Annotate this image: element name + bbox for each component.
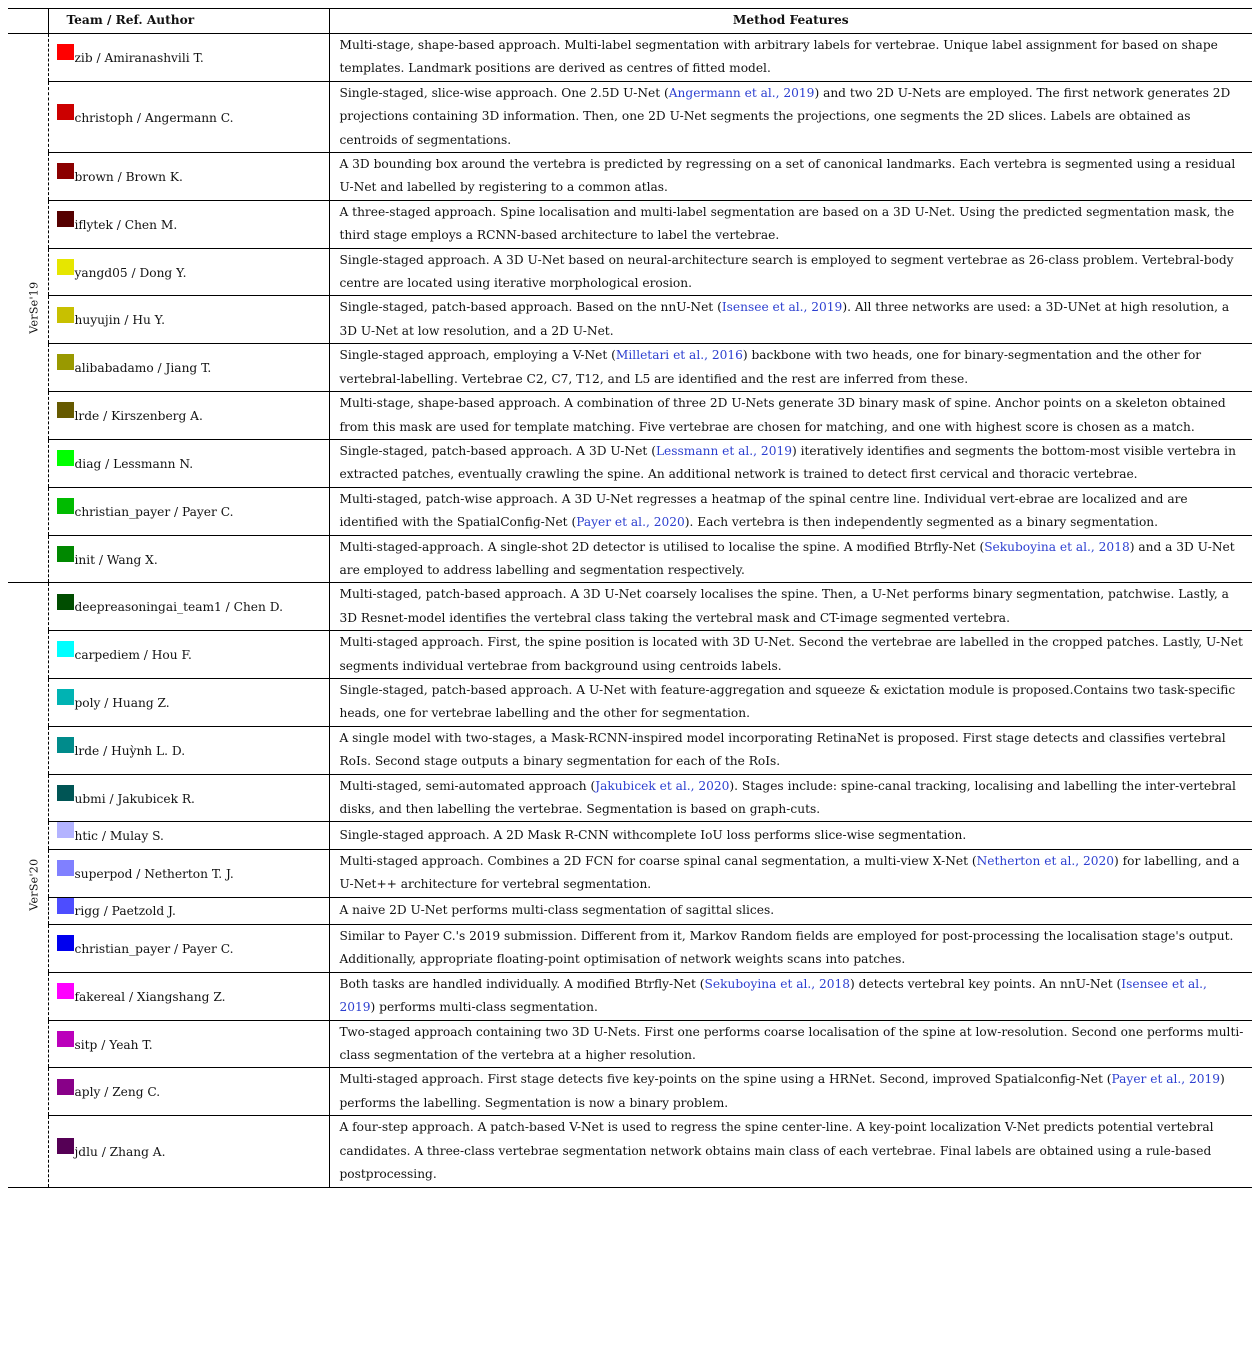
header-team: Team / Ref. Author	[48, 9, 329, 34]
team-name: diag / Lessmann N.	[74, 456, 194, 471]
color-swatch	[57, 211, 74, 227]
method-description: A 3D bounding box around the vertebra is predicted by regressing on a set of canonical landmarks. Each vertebra is segmented using a residual U-Net and labelled by registering to a common atlas.	[329, 153, 1252, 201]
team-name: rigg / Paetzold J.	[74, 904, 176, 919]
method-description: A four-step approach. A patch-based V-Net is used to regress the spine center-line. A key-point localization V-Net predicts potential vertebral candidates. A three-class vertebrae segmentation network obtains main class of each vertebrae. Final labels are obtained using a rule-based postprocessing.	[329, 1116, 1252, 1187]
method-description: Single-staged approach. A 3D U-Net based on neural-architecture search is employed to segment vertebrae as 26-class problem. Vertebral-body centre are located using iterative morphological erosion.	[329, 248, 1252, 296]
team-cell	[48, 849, 329, 897]
team-cell	[48, 153, 329, 201]
methods-table	[8, 8, 1252, 1188]
citation-link[interactable]: Isensee et al., 2019	[721, 300, 843, 315]
method-description: Multi-staged-approach. A single-shot 2D detector is utilised to localise the spine. A modified Btrfly-Net (Sekuboyina et al., 2018) and a 3D U-Net are employed to address labelling and segmentation respectively.	[329, 535, 1252, 583]
method-description: Single-staged, slice-wise approach. One 2.5D U-Net (Angermann et al., 2019) and two 2D U-Nets are employed. The first network generates 2D projections containing 3D information. Then, one 2D U-Net segments the projections, one segments the 2D slices. Labels are obtained as centroids of segmentations.	[329, 81, 1252, 152]
method-description: Multi-staged, patch-based approach. A 3D U-Net coarsely localises the spine. Then, a U-Net performs binary segmentation, patchwise. Lastly, a 3D Resnet-model identifies the vertebral class taking the vertebral mask and CT-image segmented vertebra.	[329, 583, 1252, 631]
color-swatch	[57, 641, 74, 657]
table-row	[8, 392, 1252, 440]
method-description: A single model with two-stages, a Mask-RCNN-inspired model incorporating RetinaNet is proposed. First stage detects and classifies vertebral RoIs. Second stage outputs a binary segmentation for each of the RoIs.	[329, 726, 1252, 774]
method-description: Single-staged, patch-based approach. A 3D U-Net (Lessmann et al., 2019) iteratively identifies and segments the bottom-most visible vertebra in extracted patches, eventually crawling the spine. An additional network is trained to detect first cervical and thoracic vertebrae.	[329, 439, 1252, 487]
table-row	[8, 631, 1252, 679]
color-swatch	[57, 104, 74, 120]
team-cell	[48, 535, 329, 583]
citation-link[interactable]: Payer et al., 2019	[1111, 1072, 1221, 1087]
color-swatch	[57, 498, 74, 514]
method-description: Single-staged, patch-based approach. A U-Net with feature-aggregation and squeeze & exictation module is proposed.Contains two task-specific heads, one for vertebrae labelling and the other for segmentation.	[329, 678, 1252, 726]
citation-link[interactable]: Payer et al., 2020	[576, 515, 685, 530]
team-cell	[48, 972, 329, 1020]
table-row	[8, 1116, 1252, 1187]
method-description: Similar to Payer C.'s 2019 submission. Different from it, Markov Random fields are employed for post-processing the localisation stage's output. Additionally, appropriate floating-point optimisation of network weights scans into patches.	[329, 925, 1252, 973]
team-cell	[48, 774, 329, 822]
team-cell	[48, 344, 329, 392]
group-label-cell	[8, 583, 48, 1187]
table-body	[8, 34, 1252, 1188]
team-cell	[48, 726, 329, 774]
citation-link[interactable]: Lessmann et al., 2019	[655, 443, 792, 458]
team-cell	[48, 248, 329, 296]
color-swatch	[57, 307, 74, 323]
method-description: A naive 2D U-Net performs multi-class segmentation of sagittal slices.	[329, 897, 1252, 924]
team-cell	[48, 439, 329, 487]
team-name: sitp / Yeah T.	[74, 1037, 153, 1052]
color-swatch	[57, 1031, 74, 1047]
team-cell	[48, 81, 329, 152]
table-row	[8, 153, 1252, 201]
citation-link[interactable]: Netherton et al., 2020	[976, 853, 1115, 868]
table-row	[8, 1020, 1252, 1068]
team-name: init / Wang X.	[74, 552, 158, 567]
citation-link[interactable]: Sekuboyina et al., 2018	[704, 976, 851, 991]
color-swatch	[57, 402, 74, 418]
method-description: Single-staged, patch-based approach. Based on the nnU-Net (Isensee et al., 2019). All three networks are used: a 3D-UNet at high resolution, a 3D U-Net at low resolution, and a 2D U-Net.	[329, 296, 1252, 344]
color-swatch	[57, 822, 74, 838]
color-swatch	[57, 737, 74, 753]
team-name: htic / Mulay S.	[74, 829, 164, 844]
team-cell	[48, 897, 329, 924]
team-name: huyujin / Hu Y.	[74, 313, 166, 328]
team-cell	[48, 487, 329, 535]
team-name: deepreasoningai_team1 / Chen D.	[74, 600, 283, 615]
group-label-cell	[8, 34, 48, 583]
team-cell	[48, 1020, 329, 1068]
table-header-row	[8, 9, 1252, 34]
method-description: Multi-staged approach. First stage detects five key-points on the spine using a HRNet. Second, improved Spatialconfig-Net (Payer et al., 2019) performs the labelling. Segmentation is now a binary problem.	[329, 1068, 1252, 1116]
color-swatch	[57, 1138, 74, 1154]
color-swatch	[57, 860, 74, 876]
team-name: fakereal / Xiangshang Z.	[74, 989, 226, 1004]
color-swatch	[57, 450, 74, 466]
team-name: lrde / Kirszenberg A.	[74, 409, 203, 424]
team-name: alibabadamo / Jiang T.	[74, 361, 212, 376]
table-row	[8, 535, 1252, 583]
team-name: aply / Zeng C.	[74, 1085, 161, 1100]
color-swatch	[57, 163, 74, 179]
team-cell	[48, 296, 329, 344]
color-swatch	[57, 689, 74, 705]
header-method-features: Method Features	[329, 9, 1252, 34]
color-swatch	[57, 259, 74, 275]
method-description: Multi-staged, semi-automated approach (Jakubicek et al., 2020). Stages include: spine-canal tracking, localising and labelling the inter-vertebral disks, and then labelling the vertebrae. Segmentation is based on graph-cuts.	[329, 774, 1252, 822]
table-row	[8, 925, 1252, 973]
methods-table-container	[8, 8, 1252, 1188]
color-swatch	[57, 983, 74, 999]
table-row	[8, 897, 1252, 924]
table-row	[8, 296, 1252, 344]
table-row	[8, 822, 1252, 849]
header-year-cell	[8, 9, 48, 34]
team-name: superpod / Netherton T. J.	[74, 866, 234, 881]
team-name: lrde / Huỳnh L. D.	[74, 743, 186, 758]
table-row	[8, 200, 1252, 248]
table-row	[8, 34, 1252, 82]
team-name: zib / Amiranashvili T.	[74, 51, 204, 65]
table-row	[8, 1068, 1252, 1116]
citation-link[interactable]: Milletari et al., 2016	[615, 348, 743, 363]
table-row	[8, 972, 1252, 1020]
method-description: Multi-staged, patch-wise approach. A 3D U-Net regresses a heatmap of the spinal centre line. Individual vert-ebrae are localized and are identified with the SpatialConfig-Net (Payer et al., 2020). Each vertebra is then independently segmented as a binary segmentation.	[329, 487, 1252, 535]
color-swatch	[57, 785, 74, 801]
team-cell	[48, 34, 329, 82]
method-description: Both tasks are handled individually. A modified Btrfly-Net (Sekuboyina et al., 2018) detects vertebral key points. An nnU-Net (Isensee et al., 2019) performs multi-class segmentation.	[329, 972, 1252, 1020]
method-description: Multi-staged approach. Combines a 2D FCN for coarse spinal canal segmentation, a multi-view X-Net (Netherton et al., 2020) for labelling, and a U-Net++ architecture for vertebral segmentation.	[329, 849, 1252, 897]
team-name: christian_payer / Payer C.	[74, 942, 234, 957]
team-cell	[48, 200, 329, 248]
color-swatch	[57, 935, 74, 951]
table-row	[8, 583, 1252, 631]
group-label: VerSe'20	[27, 858, 41, 912]
team-cell	[48, 925, 329, 973]
method-description: A three-staged approach. Spine localisation and multi-label segmentation are based on a 3D U-Net. Using the predicted segmentation mask, the third stage employs a RCNN-based architecture to label the vertebrae.	[329, 200, 1252, 248]
color-swatch	[57, 354, 74, 370]
method-description: Multi-stage, shape-based approach. Multi-label segmentation with arbitrary labels for vertebrae. Unique label assignment for based on shape templates. Landmark positions are derived as centres of fitted model.	[329, 34, 1252, 82]
color-swatch	[57, 594, 74, 610]
team-name: iflytek / Chen M.	[74, 217, 178, 232]
citation-link[interactable]: Angermann et al., 2019	[668, 85, 815, 100]
color-swatch	[57, 546, 74, 562]
team-cell	[48, 631, 329, 679]
team-cell	[48, 822, 329, 849]
method-description: Single-staged approach. A 2D Mask R-CNN withcomplete IoU loss performs slice-wise segmentation.	[329, 822, 1252, 849]
method-description: Multi-staged approach. First, the spine position is located with 3D U-Net. Second the vertebrae are labelled in the cropped patches. Lastly, U-Net segments individual vertebrae from background using centroids labels.	[329, 631, 1252, 679]
team-cell	[48, 583, 329, 631]
table-row	[8, 344, 1252, 392]
color-swatch	[57, 898, 74, 914]
method-description: Single-staged approach, employing a V-Net (Milletari et al., 2016) backbone with two heads, one for binary-segmentation and the other for vertebral-labelling. Vertebrae C2, C7, T12, and L5 are identified and the rest are inferred from these.	[329, 344, 1252, 392]
table-row	[8, 726, 1252, 774]
table-row	[8, 81, 1252, 152]
citation-link[interactable]: Jakubicek et al., 2020	[595, 778, 730, 793]
team-name: carpediem / Hou F.	[74, 648, 192, 663]
citation-link[interactable]: Isensee et al., 2019	[339, 976, 1207, 1015]
team-name: christian_payer / Payer C.	[74, 504, 234, 519]
team-name: yangd05 / Dong Y.	[74, 265, 187, 280]
team-name: jdlu / Zhang A.	[74, 1144, 166, 1159]
table-row	[8, 439, 1252, 487]
team-name: ubmi / Jakubicek R.	[74, 791, 195, 806]
color-swatch	[57, 1079, 74, 1095]
color-swatch	[57, 44, 74, 60]
team-cell	[48, 1116, 329, 1187]
table-row	[8, 248, 1252, 296]
team-name: christoph / Angermann C.	[74, 110, 234, 125]
team-name: poly / Huang Z.	[74, 695, 170, 710]
table-row	[8, 774, 1252, 822]
method-description: Two-staged approach containing two 3D U-Nets. First one performs coarse localisation of the spine at low-resolution. Second one performs multi-class segmentation of the vertebra at a higher resolution.	[329, 1020, 1252, 1068]
table-row	[8, 678, 1252, 726]
team-name: brown / Brown K.	[74, 170, 183, 185]
group-label: VerSe'19	[27, 282, 41, 335]
team-cell	[48, 392, 329, 440]
table-row	[8, 849, 1252, 897]
team-cell	[48, 678, 329, 726]
table-row	[8, 487, 1252, 535]
citation-link[interactable]: Sekuboyina et al., 2018	[984, 539, 1130, 554]
method-description: Multi-stage, shape-based approach. A combination of three 2D U-Nets generate 3D binary mask of spine. Anchor points on a skeleton obtained from this mask are used for template matching. Five vertebrae are chosen for matching, and one with highest score is chosen as a match.	[329, 392, 1252, 440]
team-cell	[48, 1068, 329, 1116]
